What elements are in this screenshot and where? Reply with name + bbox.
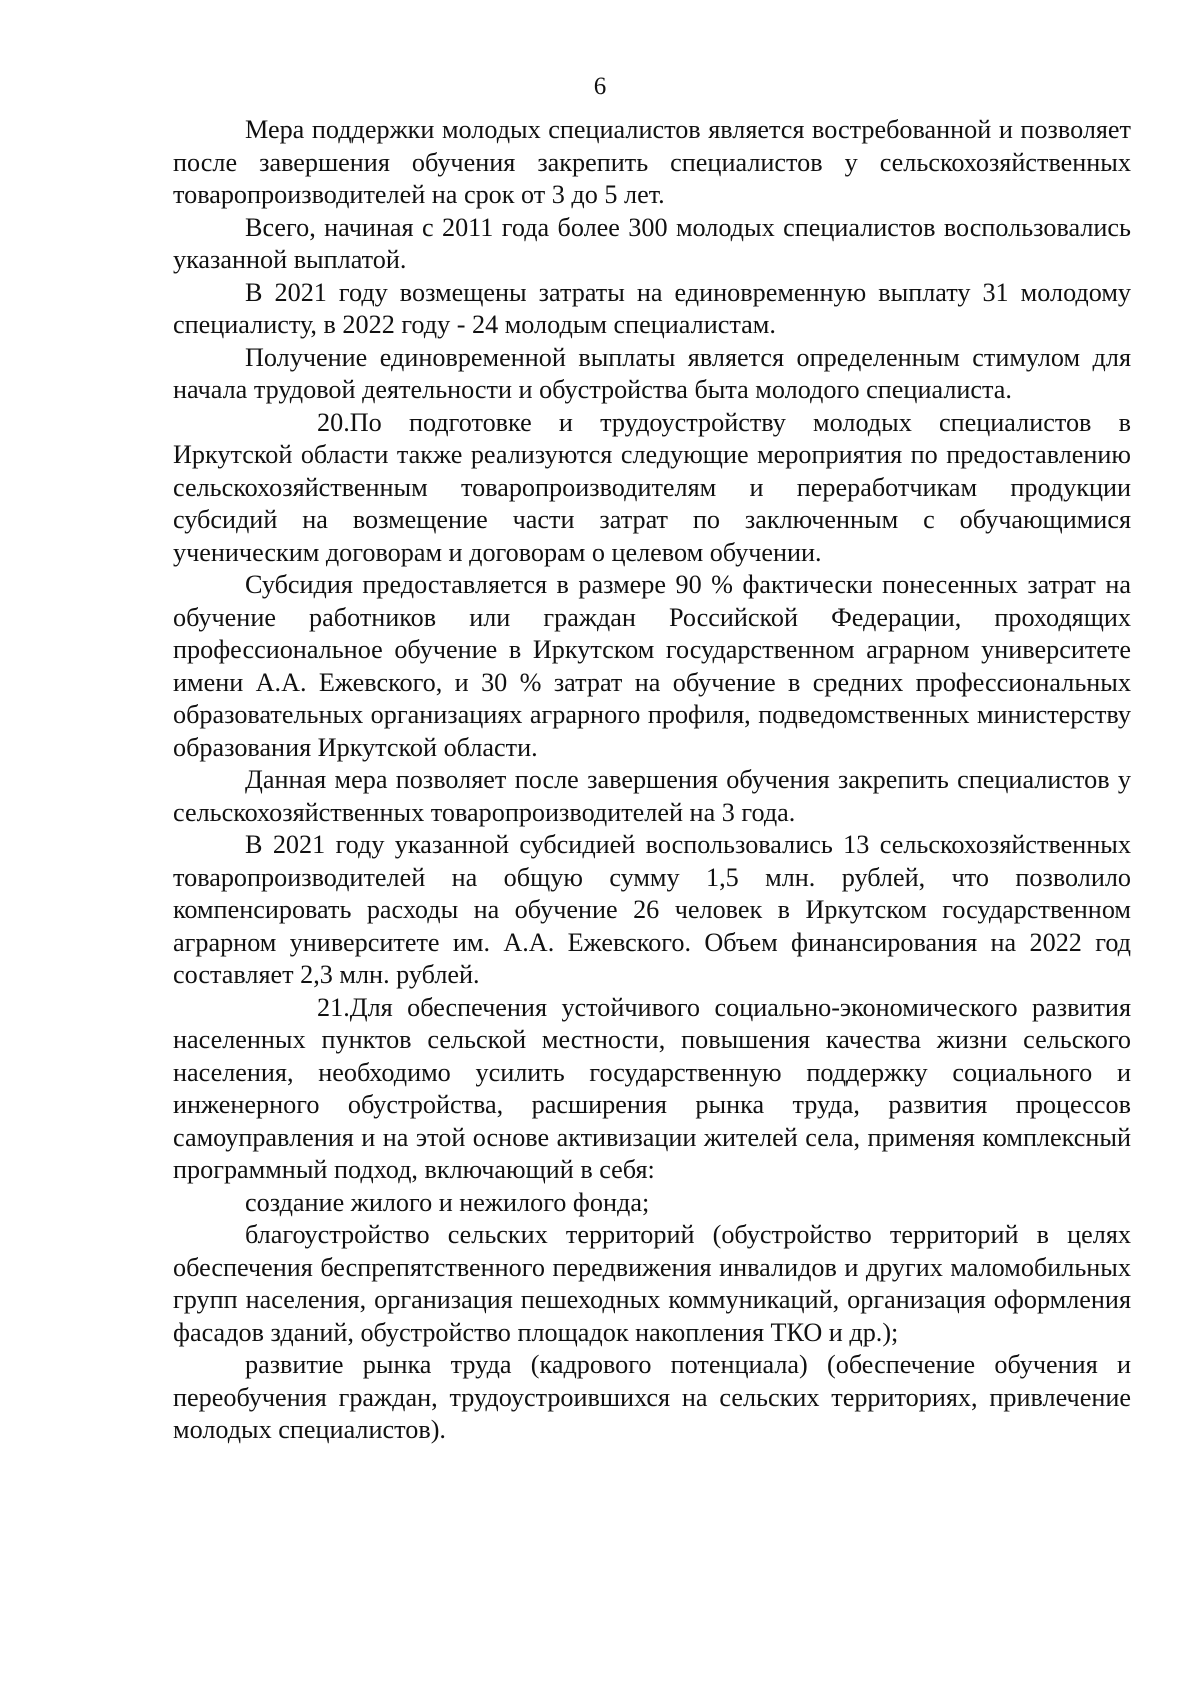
paragraph: Всего, начиная с 2011 года более 300 молодых специалистов воспользовались указанной выплатой. [173, 212, 1131, 274]
page-number: 6 [593, 73, 607, 100]
paragraph: В 2021 году возмещены затраты на единовременную выплату 31 молодому специалисту, в 2022 году - 24 молодым специалистам. [173, 277, 1131, 339]
list-item: развитие рынка труда (кадрового потенциала) (обеспечение обучения и переобучения граждан, трудоустроившихся на сельских территориях, привлечение молодых специалистов). [173, 1350, 1131, 1444]
paragraph: Мера поддержки молодых специалистов является востребованной и позволяет после завершения обучения закрепить специалистов у сельскохозяйственных товаропроизводителей на срок от 3 до 5 лет. [173, 115, 1131, 209]
list-item: благоустройство сельских территорий (обустройство территорий в целях обеспечения беспрепятственного передвижения инвалидов и других маломобильных групп населения, организация пешеходных коммуникаций, организация оформления фасадов зданий, обустройство площадок накопления ТКО и др.); [173, 1220, 1131, 1347]
paragraph: В 2021 году указанной субсидией воспользовались 13 сельскохозяйственных товаропроизводителей на общую сумму 1,5 млн. рублей, что позволило компенсировать расходы на обучение 26 человек в Иркутском государственном аграрном университете им. А.А. Ежевского. Объем финансирования на 2022 год составляет 2,3 млн. рублей. [173, 830, 1131, 989]
paragraph: Данная мера позволяет после завершения обучения закрепить специалистов у сельскохозяйственных товаропроизводителей на 3 года. [173, 765, 1131, 827]
document-body [173, 114, 1131, 1447]
numbered-paragraph [173, 992, 1131, 1187]
paragraph-text: Для обеспечения устойчивого социально-экономического развития населенных пунктов сельской местности, повышения качества жизни сельского населения, необходимо усилить государственную поддержку социального и инженерного обустройства, расширения рынка труда, развития процессов самоуправления и на этой основе активизации жителей села, применяя комплексный программный подход, включающий в себя: [173, 992, 1131, 1184]
paragraph-text: По подготовке и трудоустройству молодых специалистов в Иркутской области также реализуются следующие мероприятия по предоставлению сельскохозяйственным товаропроизводителям и переработчикам продукции субсидий на возмещение части затрат по заключенным с обучающимися ученическим договорам и договорам о целевом обучении. [173, 407, 1131, 567]
list-item: создание жилого и нежилого фонда; [245, 1187, 650, 1217]
paragraph-number: 20. [317, 407, 350, 437]
paragraph-number: 21. [317, 992, 350, 1022]
numbered-paragraph [173, 407, 1131, 570]
paragraph: Получение единовременной выплаты является определенным стимулом для начала трудовой деятельности и обустройства быта молодого специалиста. [173, 342, 1131, 404]
paragraph: Субсидия предоставляется в размере 90 % фактически понесенных затрат на обучение работников или граждан Российской Федерации, проходящих профессиональное обучение в Иркутском государственном аграрном университете имени А.А. Ежевского, и 30 % затрат на обучение в средних профессиональных образовательных организациях аграрного профиля, подведомственных министерству образования Иркутской области. [173, 570, 1131, 762]
